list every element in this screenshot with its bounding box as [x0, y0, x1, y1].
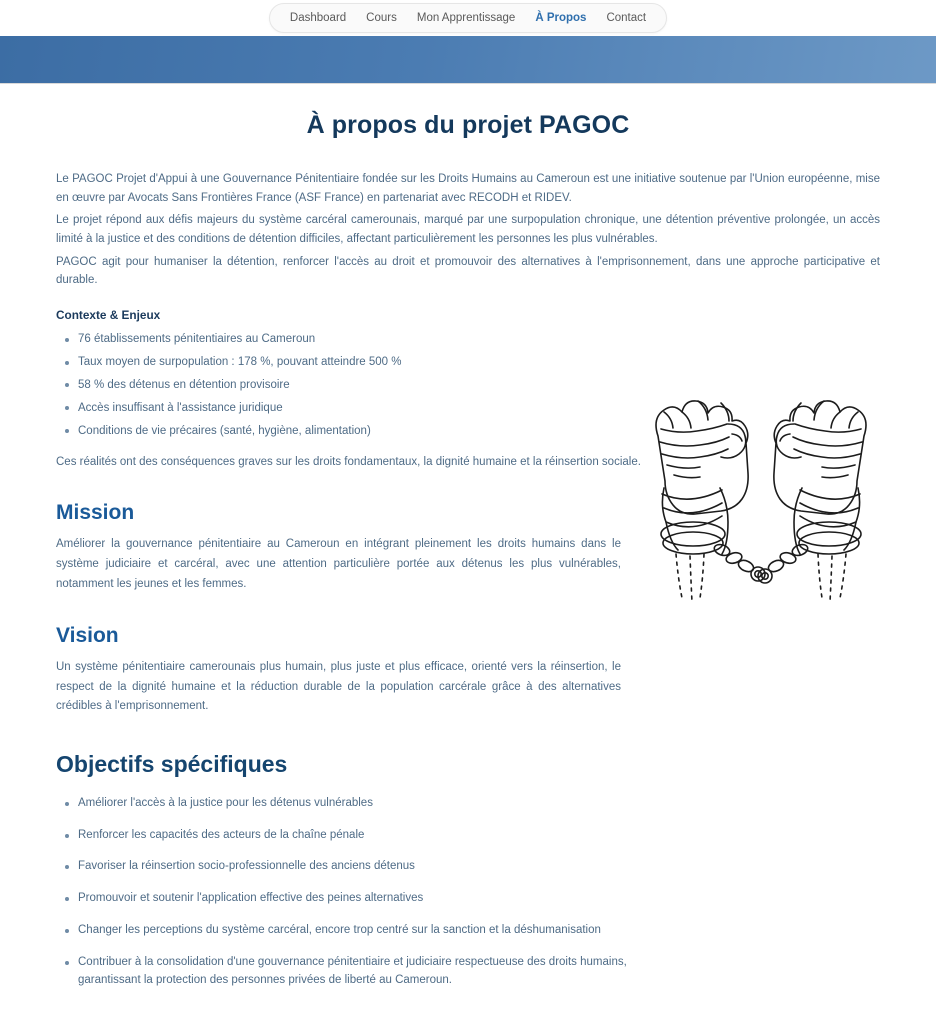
list-item: Contribuer à la consolidation d'une gouvernance pénitentiaire et judiciaire respectueuse des droits humains, garantissant la protection des personnes privées de liberté au Cameroun. [78, 947, 656, 997]
list-item: 76 établissements pénitentiaires au Cameroun [78, 329, 880, 352]
page-content [0, 84, 936, 1026]
context-closing-text: Ces réalités ont des conséquences graves sur les droits fondamentaux, la dignité humaine et la réinsertion sociale. [56, 455, 641, 468]
context-heading: Contexte & Enjeux [56, 307, 161, 322]
objectives-heading: Objectifs spécifiques [56, 750, 288, 777]
list-item: Conditions de vie précaires (santé, hygiène, alimentation) [78, 420, 880, 443]
mission-text: Améliorer la gouvernance pénitentiaire au Cameroun en intégrant pleinement les droits humains dans le système judiciaire et carcéral, avec une attention particulière portée aux détenus les plus vulnérables, notamment les jeunes et les femmes. [56, 538, 621, 590]
page-title: À propos du projet PAGOC [306, 111, 630, 139]
intro-paragraph-3: PAGOC agit pour humaniser la détention, renforcer l'accès au droit et promouvoir des alternatives à l'emprisonnement, dans une approche participative et durable. [56, 255, 880, 287]
nav-item-mon-apprentissage[interactable]: Mon Apprentissage [416, 12, 516, 24]
list-item: Taux moyen de surpopulation : 178 %, pouvant atteindre 500 % [78, 352, 880, 375]
vision-text: Un système pénitentiaire camerounais plus humain, plus juste et plus efficace, orienté vers la réinsertion, le respect de la dignité humaine et la réduction durable de la population carcérale grâce à des alternatives crédibles à l'emprisonnement. [56, 661, 621, 713]
shackled-fists-illustration [636, 384, 886, 629]
list-item: Changer les perceptions du système carcéral, encore trop centré sur la sanction et la déshumanisation [78, 915, 656, 947]
objectives-list [56, 788, 656, 997]
list-item: Promouvoir et soutenir l'application effective des peines alternatives [78, 883, 656, 915]
intro-paragraph-2: Le projet répond aux défis majeurs du système carcéral camerounais, marqué par une surpopulation chronique, une détention préventive prolongée, un accès limité à la justice et des conditions de détention difficiles, affectant particulièrement les personnes les plus vulnérables. [56, 214, 880, 245]
list-item: Renforcer les capacités des acteurs de la chaîne pénale [78, 820, 656, 852]
nav-pill [269, 3, 667, 33]
nav-item-contact[interactable]: Contact [606, 12, 647, 24]
list-item: Améliorer l'accès à la justice pour les détenus vulnérables [78, 788, 656, 820]
vision-heading: Vision [56, 624, 119, 648]
mission-heading: Mission [56, 501, 135, 525]
top-navigation-bar [0, 0, 936, 36]
list-item: Favoriser la réinsertion socio-professionnelle des anciens détenus [78, 851, 656, 883]
nav-item-cours[interactable]: Cours [366, 12, 397, 24]
list-item: 58 % des détenus en détention provisoire [78, 374, 880, 397]
nav-item-dashboard[interactable]: Dashboard [289, 12, 347, 24]
nav-item-a-propos[interactable]: À Propos [535, 12, 587, 24]
hero-banner [0, 36, 936, 84]
list-item: Accès insuffisant à l'assistance juridique [78, 397, 880, 420]
intro-paragraph-1: Le PAGOC Projet d'Appui à une Gouvernance Pénitentiaire fondée sur les Droits Humains au Cameroun est une initiative soutenue par l'Union européenne, mise en œuvre par Avocats Sans Frontières France (ASF France) en partenariat avec RECODH et RIDEV. [56, 173, 880, 204]
